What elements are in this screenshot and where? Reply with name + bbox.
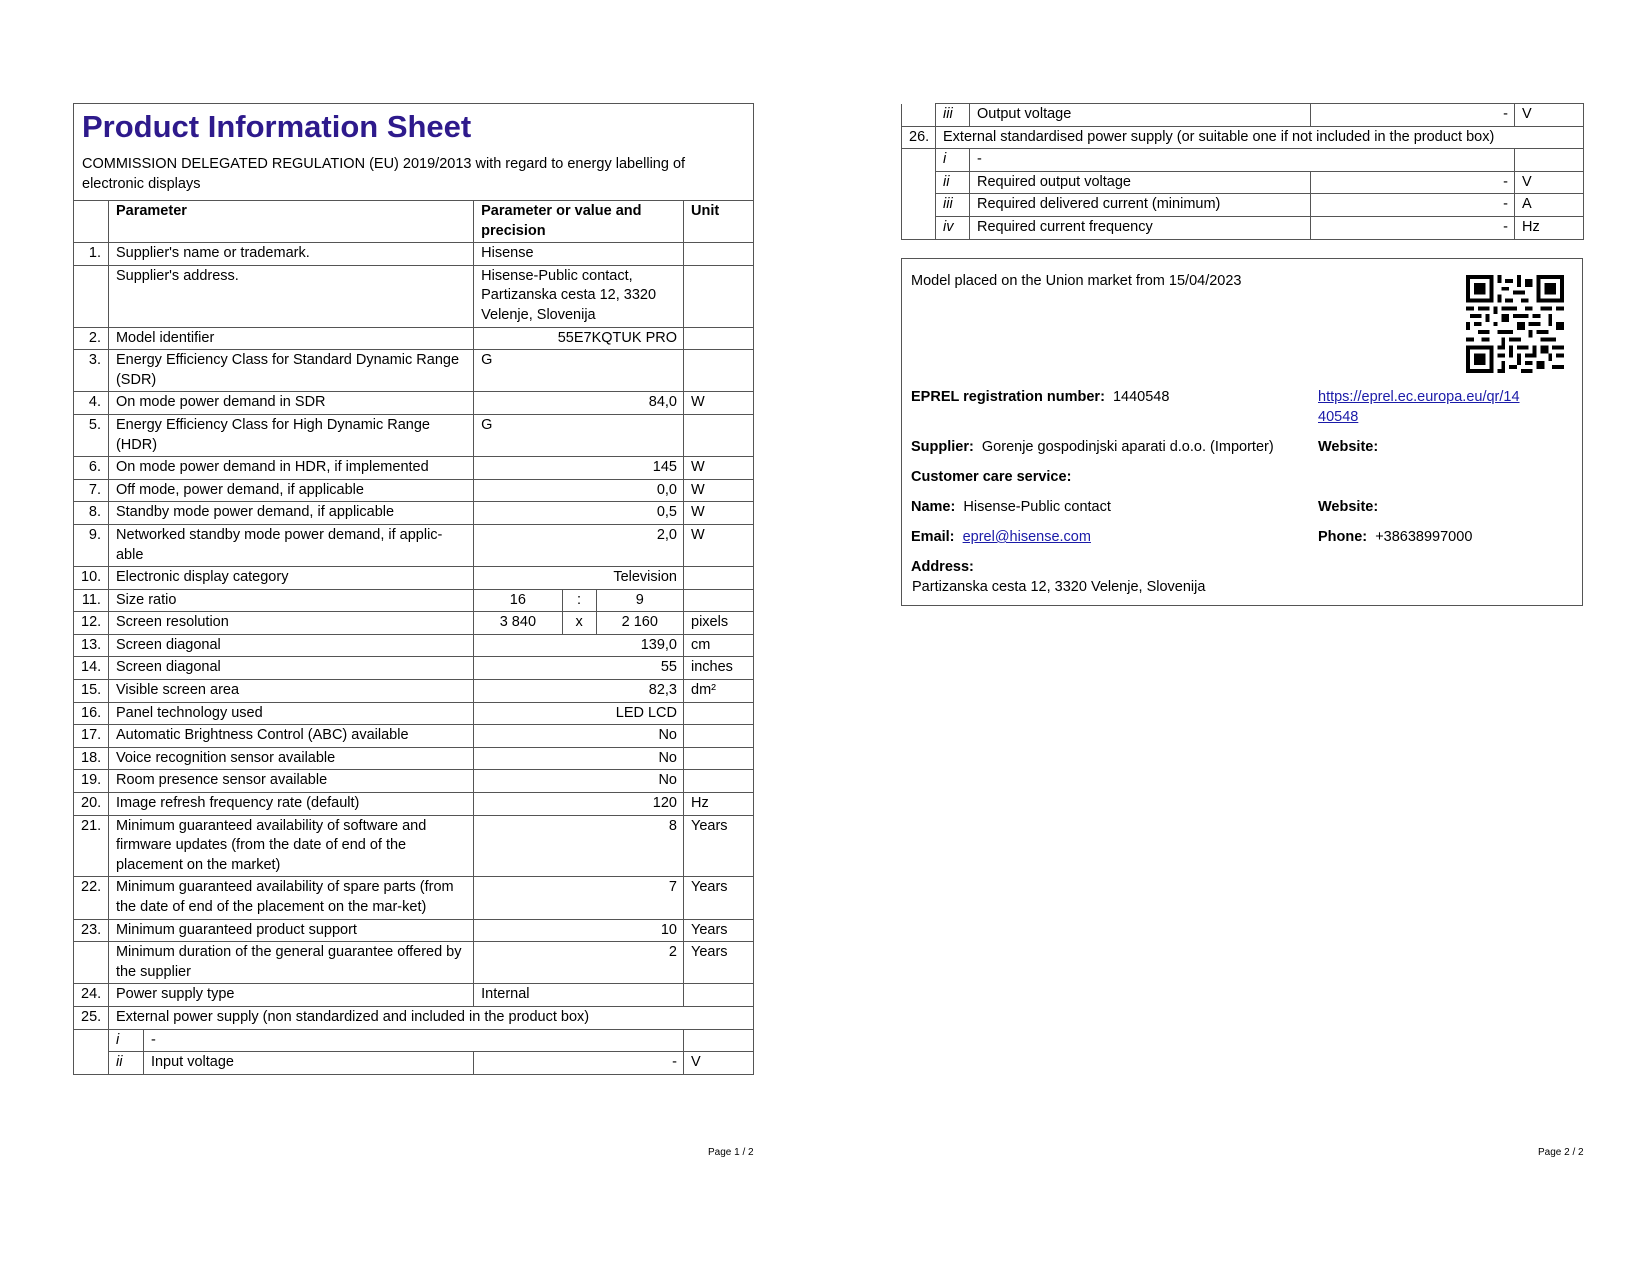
table-row [74,327,754,350]
row-parameter: Off mode, power demand, if applicable [108,479,473,502]
row-unit: Years [684,815,754,877]
row-unit: Years [684,877,754,919]
name-value: Hisense-Public contact [963,499,1111,515]
row-value: 8 [474,815,684,877]
eprel-registration [911,387,1169,407]
row-number: 10. [74,567,109,590]
row-value: G [474,350,684,392]
row-parameter: Screen resolution [108,612,473,635]
table-row [902,126,1584,149]
row-unit [684,770,754,793]
row-value: 10 [474,919,684,942]
row-unit [684,350,754,392]
row-number: 9. [74,524,109,566]
table-row [74,1029,754,1052]
row-parameter: Minimum guaranteed availability of software and firmware updates (from the date of end of the placement on the market) [108,815,473,877]
row-roman: iv [936,216,970,239]
row-parameter: Required output voltage [970,171,1311,194]
row-unit [684,243,754,266]
row-parameter: Minimum guaranteed availability of spare parts (from the date of end of the placement on the mar-ket) [108,877,473,919]
table-row [74,414,754,456]
row-number: 21. [74,815,109,877]
row-parameter: External standardised power supply (or suitable one if not included in the product box) [936,126,1584,149]
phone-line [1318,527,1472,547]
row-unit: W [684,502,754,525]
row-value: - [1311,171,1515,194]
page-title: Product Information Sheet [82,109,472,144]
row-number: 24. [74,984,109,1007]
phone-value: +38638997000 [1375,529,1473,545]
row-value: 2,0 [474,524,684,566]
row-roman: iii [936,104,970,127]
row-parameter: Image refresh frequency rate (default) [108,793,473,816]
website-line [1318,437,1378,457]
table-row [74,1052,754,1075]
row-parameter: - [143,1029,683,1052]
table-row [74,350,754,392]
row-number: 12. [74,612,109,635]
email-line [911,527,1091,547]
row-parameter: On mode power demand in SDR [108,392,473,415]
eprel-label: EPREL registration number: [911,389,1105,405]
qr-code-icon[interactable] [1466,275,1564,373]
row-unit: dm² [684,680,754,703]
email-label: Email: [911,529,955,545]
row-parameter: Required current frequency [970,216,1311,239]
email-link[interactable]: eprel@hisense.com [962,529,1091,545]
row-parameter: Power supply type [108,984,473,1007]
row-parameter: Energy Efficiency Class for Standard Dynamic Range (SDR) [108,350,473,392]
row-unit [684,567,754,590]
table-row [902,194,1584,217]
row-value: No [474,725,684,748]
table-row [74,457,754,480]
row-value: Internal [474,984,684,1007]
row-value-a: 16 [474,589,562,612]
row-number: 15. [74,680,109,703]
table-row [902,171,1584,194]
row-number: 20. [74,793,109,816]
row-value-a: 3 840 [474,612,562,635]
row-parameter: Voice recognition sensor available [108,747,473,770]
row-parameter: Screen diagonal [108,634,473,657]
row-unit [684,265,754,327]
row-number: 19. [74,770,109,793]
table-row [74,919,754,942]
page-1 [73,103,754,1075]
row-value: 55E7KQTUK PRO [474,327,684,350]
row-value: - [1311,194,1515,217]
row-parameter: Electronic display category [108,567,473,590]
row-number [74,942,109,984]
row-value: - [1311,216,1515,239]
row-parameter: Visible screen area [108,680,473,703]
website-label-2: Website: [1318,499,1379,515]
table-row [902,104,1584,127]
table-row [74,725,754,748]
row-value: 7 [474,877,684,919]
table-row [74,747,754,770]
table-row [74,702,754,725]
row-parameter: Standby mode power demand, if applicable [108,502,473,525]
row-parameter: Panel technology used [108,702,473,725]
row-parameter: Size ratio [108,589,473,612]
row-unit [684,984,754,1007]
row-unit [684,589,754,612]
row-number: 7. [74,479,109,502]
parameter-table [73,200,754,1075]
row-unit: W [684,457,754,480]
row-unit [684,702,754,725]
table-row [74,243,754,266]
eprel-link-line-1[interactable]: https://eprel.ec.europa.eu/qr/14 [1318,389,1520,405]
supplier-info-box [901,258,1583,606]
row-number: 26. [902,126,936,149]
row-parameter: On mode power demand in HDR, if implemented [108,457,473,480]
row-unit: Years [684,942,754,984]
row-value-separator: : [562,589,596,612]
row-roman: i [108,1029,143,1052]
regulation-subtitle: COMMISSION DELEGATED REGULATION (EU) 2019/2013 with regard to energy labelling of electronic displays [82,156,686,192]
row-value: Hisense [474,243,684,266]
supplier-value: Gorenje gospodinjski aparati d.o.o. (Importer) [981,439,1274,455]
row-number: 3. [74,350,109,392]
table-row [74,479,754,502]
row-parameter: Screen diagonal [108,657,473,680]
address-value: Partizanska cesta 12, 3320 Velenje, Slovenija [912,579,1206,595]
table-row [74,793,754,816]
row-number: 22. [74,877,109,919]
row-unit: Hz [1515,216,1584,239]
row-parameter: Minimum guaranteed product support [108,919,473,942]
row-number: 2. [74,327,109,350]
row-unit [684,414,754,456]
table-row [74,392,754,415]
row-parameter: External power supply (non standardized and included in the product box) [108,1006,753,1029]
eprel-link[interactable] [1318,387,1520,427]
row-unit: V [1515,104,1584,127]
row-number: 6. [74,457,109,480]
address-label: Address: [911,559,974,575]
row-value: 84,0 [474,392,684,415]
table-row [74,770,754,793]
row-parameter: - [970,149,1515,172]
page-2 [901,103,1583,240]
sheet-header [73,103,754,200]
row-value: 139,0 [474,634,684,657]
row-unit [684,725,754,748]
eprel-link-line-2[interactable]: 40548 [1318,409,1359,425]
row-number: 18. [74,747,109,770]
row-unit: V [1515,171,1584,194]
row-value: 0,5 [474,502,684,525]
row-unit [684,747,754,770]
row-unit: W [684,524,754,566]
table-row [902,149,1584,172]
row-value: 145 [474,457,684,480]
row-parameter: Supplier's name or trademark. [108,243,473,266]
column-header-parameter: Parameter [108,201,473,243]
row-parameter: Energy Efficiency Class for High Dynamic Range (HDR) [108,414,473,456]
table-row [74,567,754,590]
table-row [74,265,754,327]
row-value: G [474,414,684,456]
supplier-label: Supplier: [911,439,974,455]
table-row [74,657,754,680]
table-row [902,216,1584,239]
column-header-unit: Unit [684,201,754,243]
row-parameter: Networked standby mode power demand, if applic-able [108,524,473,566]
table-row [74,1006,754,1029]
table-row [74,877,754,919]
row-unit: cm [684,634,754,657]
table-row [74,502,754,525]
row-parameter: Required delivered current (minimum) [970,194,1311,217]
row-number: 1. [74,243,109,266]
row-roman: ii [936,171,970,194]
row-unit: V [684,1052,754,1075]
row-value: 55 [474,657,684,680]
row-unit: Hz [684,793,754,816]
row-parameter: Minimum duration of the general guarantee offered by the supplier [108,942,473,984]
row-value: - [474,1052,684,1075]
row-value: - [1311,104,1515,127]
row-number [74,265,109,327]
row-number: 13. [74,634,109,657]
power-supply-table [901,103,1584,240]
table-row [74,942,754,984]
phone-label: Phone: [1318,529,1368,545]
table-row [74,524,754,566]
row-value-separator: x [562,612,596,635]
row-parameter: Input voltage [143,1052,473,1075]
row-value: No [474,747,684,770]
row-parameter: Output voltage [970,104,1311,127]
row-unit: W [684,392,754,415]
customer-care-heading: Customer care service: [911,469,1072,485]
row-value: Hisense-Public contact, Partizanska cesta 12, 3320 Velenje, Slovenija [474,265,684,327]
row-parameter: Automatic Brightness Control (ABC) available [108,725,473,748]
row-number: 14. [74,657,109,680]
row-unit: Years [684,919,754,942]
model-placed-text: Model placed on the Union market from 15/04/2023 [911,273,1242,289]
supplier-line [911,437,1274,457]
row-roman: iii [936,194,970,217]
page-number: Page 1 / 2 [708,1147,754,1158]
row-parameter: Model identifier [108,327,473,350]
table-row [74,680,754,703]
row-value: 0,0 [474,479,684,502]
table-header-row [74,201,754,243]
row-number: 11. [74,589,109,612]
row-unit: inches [684,657,754,680]
row-parameter: Room presence sensor available [108,770,473,793]
table-row [74,634,754,657]
row-value: Television [474,567,684,590]
table-row [74,589,754,612]
column-header-value: Parameter or value and precision [474,201,684,243]
row-number: 8. [74,502,109,525]
row-number: 25. [74,1006,109,1029]
row-number: 4. [74,392,109,415]
website-label: Website: [1318,439,1379,455]
website-line-2 [1318,497,1378,517]
table-row [74,612,754,635]
eprel-number: 1440548 [1112,389,1170,405]
row-value: LED LCD [474,702,684,725]
row-number: 5. [74,414,109,456]
row-roman: ii [108,1052,143,1075]
row-unit: pixels [684,612,754,635]
page-number: Page 2 / 2 [1538,1147,1584,1158]
row-value: No [474,770,684,793]
row-value: 2 [474,942,684,984]
name-line [911,497,1111,517]
table-row [74,984,754,1007]
row-value: 120 [474,793,684,816]
row-unit [684,327,754,350]
table-row [74,815,754,877]
row-roman: i [936,149,970,172]
row-unit: W [684,479,754,502]
row-unit: A [1515,194,1584,217]
row-value-b: 9 [596,589,683,612]
row-parameter: Supplier's address. [108,265,473,327]
row-number: 23. [74,919,109,942]
row-number: 17. [74,725,109,748]
row-number: 16. [74,702,109,725]
name-label: Name: [911,499,956,515]
row-value-b: 2 160 [596,612,683,635]
row-value: 82,3 [474,680,684,703]
